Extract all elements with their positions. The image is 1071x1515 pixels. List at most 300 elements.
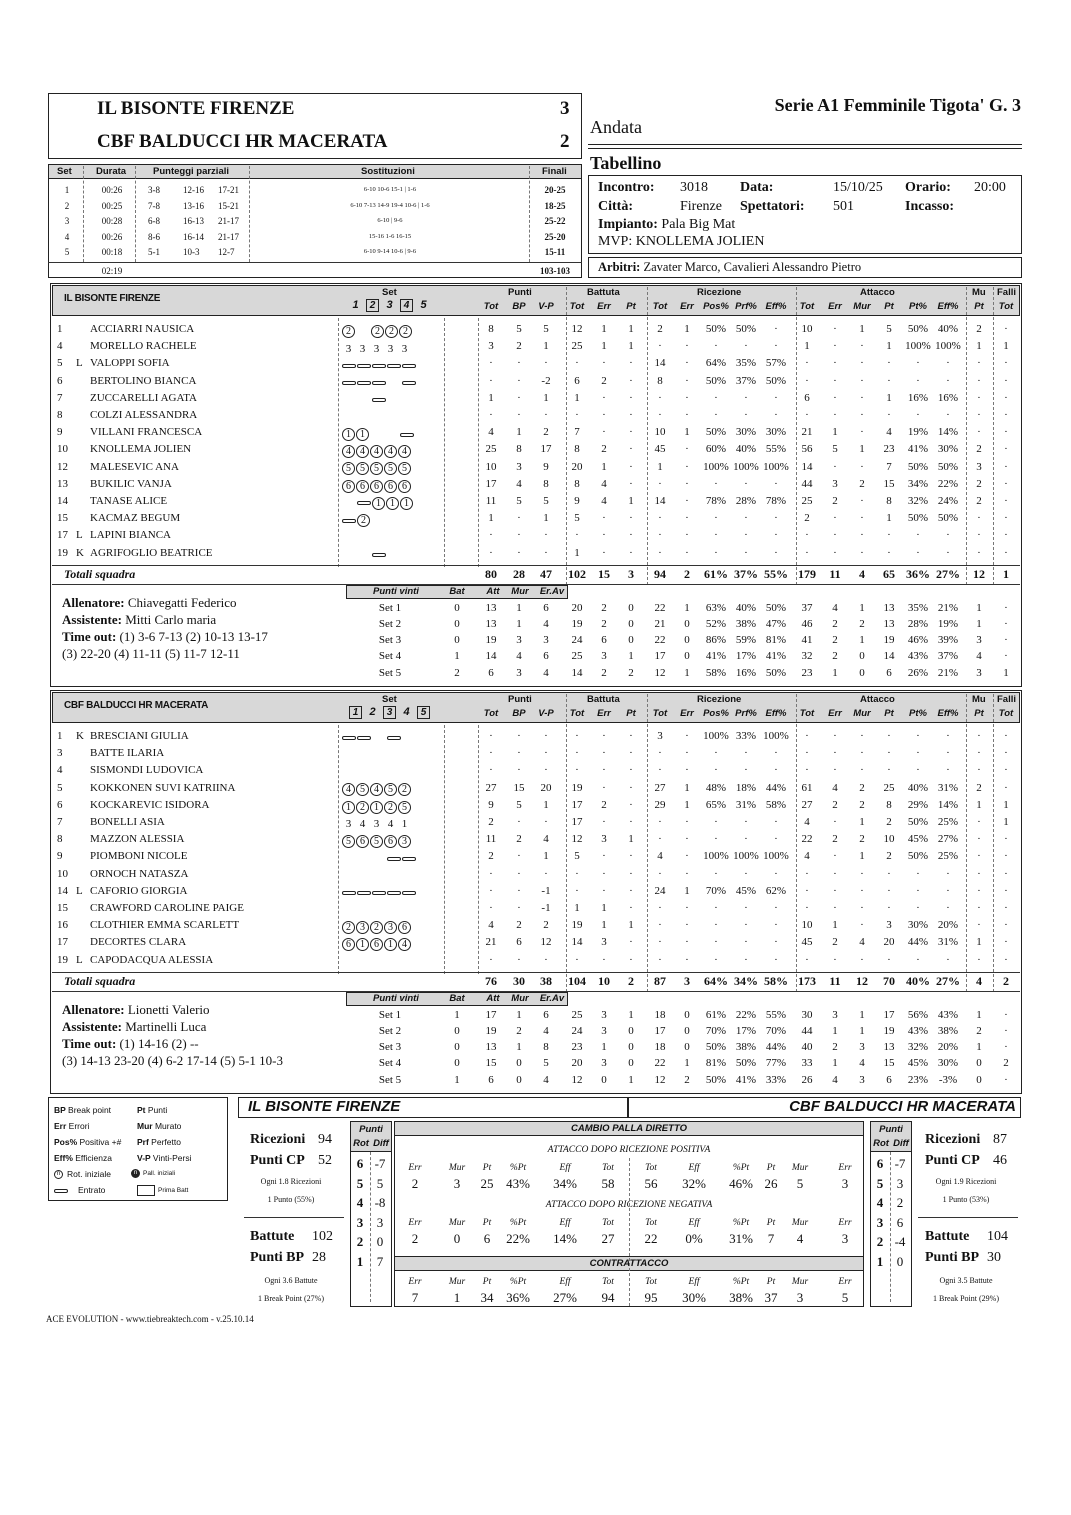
player-stat: · (887, 867, 891, 880)
player-stat: 5 (886, 323, 892, 335)
col-header-punti: Punti (508, 694, 532, 705)
set-substitutions: 15-16 1-6 16-15 (368, 232, 412, 240)
col-header-ricezione: Ricezione (697, 287, 742, 298)
col-header-set: Set (382, 694, 397, 705)
player-stat: · (744, 529, 748, 542)
player-stat: 1 (543, 391, 549, 404)
player-stat: 1 (859, 323, 865, 335)
player-stat: · (833, 902, 837, 914)
starting-rotation-marker-icon: 2 (370, 921, 383, 934)
player-stat: 4 (488, 919, 494, 932)
player-stat: · (744, 546, 748, 559)
per-set-stat: 1 (628, 1008, 634, 1021)
player-stat: 1 (1003, 798, 1009, 811)
rotation-header-diff: Diff (373, 1138, 389, 1149)
starting-rotation-marker-icon: 4 (398, 938, 411, 951)
per-set-stat: 1 (516, 618, 522, 630)
player-stat: 2 (543, 919, 549, 932)
player-stat: 40% (735, 443, 757, 456)
player-stat: · (805, 409, 809, 421)
per-set-stat: 3 (976, 634, 982, 647)
per-set-stat: 44 (801, 1025, 813, 1037)
player-stat: 2 (976, 443, 982, 456)
referees-line: Arbitri: Zavater Marco, Cavalieri Alessandro Pietro (598, 260, 862, 274)
home-totals-label: Totali squadra (64, 566, 136, 581)
player-name: MALESEVIC ANA (90, 460, 179, 473)
player-stat: · (774, 477, 778, 490)
starting-rotation-marker-icon: 6 (384, 835, 397, 848)
player-stat: 1 (628, 323, 634, 335)
col-subheader: Err (680, 708, 694, 719)
per-set-stat: 24 (571, 634, 583, 647)
player-stat: · (805, 747, 809, 760)
player-stat: · (1004, 546, 1008, 559)
legend-item: Eff% Efficienza (54, 1153, 112, 1163)
attack-subheader: Pt (482, 1218, 492, 1228)
player-stat: 6 (574, 374, 580, 387)
player-stat: · (833, 460, 837, 473)
player-stat: · (805, 529, 809, 542)
legend-item: BP Break point (54, 1105, 112, 1115)
player-stat: · (685, 391, 689, 404)
player-stat: · (575, 730, 579, 742)
set-durata: 00:18 (101, 247, 123, 257)
player-stat: · (833, 409, 837, 421)
per-set-header: Mur (511, 992, 529, 1004)
rotation-legend-icon: n (54, 1170, 63, 1179)
col-subheader: Mur (853, 301, 871, 312)
home-punto-ric: 1 Punto (55%) (267, 1195, 315, 1204)
col-subheader: Tot (998, 301, 1014, 312)
per-set-stat: 19 (485, 634, 497, 647)
set-partial-3: 21-17 (218, 231, 239, 242)
player-stat: 1 (601, 323, 607, 335)
player-stat: · (714, 936, 718, 949)
per-set-stat: 63% (705, 601, 727, 614)
player-stat: · (744, 764, 748, 777)
entered-marker-icon (342, 736, 356, 740)
set-header-2: 2 (369, 706, 376, 719)
player-stat: · (833, 374, 837, 387)
col-subheader: Err (597, 708, 611, 719)
col-subheader: Tot (483, 301, 499, 312)
player-stat: 32% (907, 495, 929, 507)
attack-subheader: Err (838, 1163, 852, 1173)
player-stat: 21 (801, 426, 813, 439)
per-set-stat: 1 (684, 601, 690, 614)
player-stat: 30% (735, 426, 757, 439)
player-stat: 1 (543, 850, 549, 863)
per-set-stat: 0 (684, 1041, 690, 1054)
per-set-stat: 1 (976, 1041, 982, 1054)
attack-value-away: 22 (644, 1231, 658, 1246)
team-total-stat: 3 (684, 973, 690, 988)
per-set-stat: · (1004, 601, 1008, 614)
player-stat: · (860, 902, 864, 914)
player-set-markers (342, 477, 412, 491)
player-stat: 10 (801, 919, 813, 932)
col-subheader: Pt (974, 708, 984, 719)
player-stat: · (805, 867, 809, 880)
player-stat: · (544, 747, 548, 760)
rotation-diff: 6 (896, 1214, 904, 1230)
per-set-stat: 39% (937, 634, 959, 647)
per-set-stat: 1 (832, 1025, 838, 1037)
player-set-markers (342, 546, 417, 560)
per-set-stat: 0 (976, 1057, 982, 1070)
per-set-stat: 0 (516, 1073, 522, 1086)
set-partial-1: 3-8 (148, 185, 160, 195)
team-total-stat: 30 (513, 973, 525, 988)
player-stat: · (714, 953, 718, 966)
per-set-stat: 15 (485, 1057, 497, 1070)
player-stat: · (629, 884, 633, 897)
player-stat: 16% (937, 391, 959, 404)
starting-rotation-marker-icon: 2 (342, 325, 355, 338)
per-set-stat: 13 (883, 618, 895, 630)
player-stat: · (602, 512, 606, 525)
player-name: DECORTES CLARA (90, 936, 187, 949)
team-total-stat: 36% (906, 566, 930, 581)
col-subheader: Tot (569, 708, 585, 719)
player-stat: · (544, 953, 548, 966)
set-header-4: 4 (403, 706, 410, 719)
player-stat: 23 (883, 443, 895, 456)
player-stat: · (544, 409, 548, 421)
player-stat: 56 (801, 443, 813, 456)
player-stat: · (517, 867, 521, 880)
per-set-stat: 0 (684, 1025, 690, 1037)
col-header-falli: Falli (997, 287, 1017, 298)
per-set-stat: 37 (801, 601, 813, 614)
attack-subheader: Err (408, 1163, 422, 1173)
player-stat: · (544, 764, 548, 777)
player-stat: 8 (488, 323, 494, 335)
player-number: 4 (57, 340, 63, 353)
entered-marker-icon (357, 891, 371, 895)
player-number: 9 (57, 426, 63, 439)
player-set-markers (342, 460, 412, 474)
player-name: KNOLLEMA JOLIEN (90, 443, 192, 456)
player-stat: 48% (705, 781, 727, 794)
attack-subheader: %Pt (732, 1163, 750, 1173)
player-stat: · (1004, 747, 1008, 760)
per-set-stat: 21 (654, 618, 666, 630)
player-stat: 8 (886, 495, 892, 507)
player-set-markers (342, 528, 417, 542)
starting-rotation-marker-icon: 4 (356, 445, 369, 458)
player-set-markers (342, 763, 417, 777)
player-stat: 3 (516, 460, 522, 473)
orario-label: Orario: (905, 180, 951, 195)
citta-value: Firenze (680, 199, 722, 214)
per-set-stat: 14 (883, 650, 895, 663)
player-stat: · (714, 512, 718, 525)
player-stat: · (774, 867, 778, 880)
attack-subheader: Mur (448, 1163, 466, 1173)
away-bp-label: Punti BP (925, 1250, 980, 1265)
player-stat: 8 (657, 374, 663, 387)
player-stat: -1 (541, 884, 551, 897)
player-stat: · (833, 867, 837, 880)
attack-subheader: Eff (688, 1277, 700, 1287)
player-stat: · (658, 936, 662, 949)
player-stat: · (658, 919, 662, 932)
player-number: 8 (57, 833, 63, 846)
player-stat: 2 (832, 936, 838, 949)
player-stat: 7 (886, 460, 892, 473)
contrattacco-title: CONTRATTACCO (589, 1258, 669, 1269)
starting-rotation-marker-icon: 1 (356, 938, 369, 951)
player-stat: 2 (601, 443, 607, 456)
attack-value-away: 3 (796, 1290, 804, 1305)
team-total-stat: 76 (485, 973, 497, 988)
player-stat: 2 (832, 495, 838, 507)
player-stat: 2 (859, 798, 865, 811)
player-stat: · (714, 764, 718, 777)
player-stat: 2 (859, 833, 865, 846)
home-ogni-ric: Ogni 1.8 Ricezioni (260, 1177, 322, 1186)
player-stat: 35% (735, 357, 757, 370)
player-stat: · (1004, 936, 1008, 949)
player-stat: 10 (485, 460, 497, 473)
per-set-stat: 25 (571, 650, 583, 663)
col-subheader: Err (828, 708, 842, 719)
player-stat: 1 (976, 798, 982, 811)
player-stat: · (685, 546, 689, 559)
per-set-label: Set 5 (378, 1073, 402, 1086)
player-stat: · (946, 730, 950, 742)
player-stat: · (887, 730, 891, 742)
rotation-number: 1 (876, 1253, 884, 1269)
rotation-diff: 2 (896, 1195, 904, 1210)
per-set-stat: 1 (976, 601, 982, 614)
player-stat: · (916, 953, 920, 966)
player-stat: · (860, 747, 864, 760)
legend-item: Pt Punti (137, 1105, 168, 1115)
away-cp-value: 46 (993, 1153, 1007, 1168)
set-durata: 00:25 (101, 200, 123, 211)
attack-value-away: 3 (841, 1176, 849, 1191)
orario-value: 20:00 (974, 180, 1006, 195)
per-set-stat: 81% (705, 1057, 727, 1070)
player-stat: 70% (705, 884, 727, 897)
per-set-stat: 17 (654, 650, 666, 663)
player-stat: · (916, 764, 920, 777)
sets-total-durata: 02:19 (101, 266, 123, 276)
player-stat: · (544, 546, 548, 559)
legend-item: Mur Murato (137, 1121, 182, 1131)
player-stat: · (805, 764, 809, 777)
attack-subheader: Tot (602, 1163, 614, 1173)
starting-rotation-marker-icon: 5 (370, 835, 383, 848)
player-stat: 2 (976, 495, 982, 507)
player-stat: · (774, 833, 778, 846)
sets-col-finali: Finali (542, 166, 567, 177)
player-stat: 2 (516, 833, 522, 846)
per-set-stat: 58% (705, 666, 727, 679)
player-stat: · (1004, 884, 1008, 897)
away-sets-won: 2 (560, 131, 570, 152)
per-set-stat: 1 (516, 1041, 522, 1054)
attack-subheader: Err (408, 1277, 422, 1287)
set-partial-3: 15-21 (218, 200, 239, 211)
player-stat: · (1004, 323, 1008, 335)
mvp-label: MVP: KNOLLEMA JOLIEN (598, 234, 765, 249)
player-stat: 25 (801, 495, 813, 507)
per-set-stat: 19 (485, 1025, 497, 1037)
player-stat: · (744, 867, 748, 880)
entered-marker-icon (372, 398, 386, 402)
player-stat: · (602, 850, 606, 863)
per-set-stat: 0 (454, 1057, 460, 1070)
player-stat: 1 (832, 919, 838, 932)
player-stat: · (685, 340, 689, 353)
set-number: 4 (64, 231, 70, 242)
player-stat: · (658, 833, 662, 846)
player-stat: · (517, 884, 521, 897)
player-stat: · (977, 747, 981, 760)
attack-value-away: 5 (796, 1176, 804, 1191)
player-stat: · (916, 357, 920, 370)
player-stat: 27 (654, 781, 666, 794)
player-stat: · (977, 391, 981, 404)
player-name: KOKKONEN SUVI KATRIINA (90, 781, 236, 794)
player-stat: · (833, 730, 837, 742)
starting-rotation-marker-icon: 2 (384, 801, 397, 814)
set-final-score: 15-11 (544, 247, 566, 257)
player-stat: · (602, 747, 606, 760)
player-name: BUKILIC VANJA (90, 477, 172, 490)
per-set-stat: 43% (937, 1008, 959, 1021)
team-total-stat: 11 (829, 566, 841, 581)
home-bp-pct: 1 Break Point (27%) (258, 1294, 324, 1303)
per-set-stat: 50% (705, 1073, 727, 1086)
player-stat: · (629, 747, 633, 760)
player-stat: 8 (574, 443, 580, 456)
per-set-stat: 22 (654, 634, 666, 647)
per-set-stat: 0 (684, 1008, 690, 1021)
player-stat: 3 (832, 477, 838, 490)
player-stat: · (887, 529, 891, 542)
starting-rotation-marker-icon: 3 (384, 921, 397, 934)
player-stat: · (685, 409, 689, 421)
player-stat: · (833, 884, 837, 897)
per-set-stat: 0 (859, 666, 865, 679)
rotation-diff: -8 (374, 1195, 386, 1210)
team-total-stat: 87 (654, 973, 666, 988)
player-stat: 45% (735, 884, 757, 897)
player-stat: 25 (485, 443, 497, 456)
player-set-markers (342, 884, 417, 898)
player-stat: 2 (516, 340, 522, 353)
away-set-header (347, 706, 432, 719)
col-header-battuta: Battuta (587, 694, 620, 705)
starting-rotation-marker-icon: 5 (384, 462, 397, 475)
starting-rotation-marker-icon: 1 (370, 801, 383, 814)
player-stat: 30% (907, 919, 929, 932)
player-stat: · (977, 867, 981, 880)
starting-rotation-marker-icon: 5 (384, 783, 397, 796)
entered-marker-icon (387, 364, 401, 368)
player-stat: 1 (684, 426, 690, 439)
player-stat: 12 (540, 936, 552, 949)
player-stat: · (916, 867, 920, 880)
attack-value-home: 58 (601, 1176, 615, 1191)
set-partial-1: 5-1 (148, 247, 160, 257)
player-stat: · (714, 816, 718, 828)
rotation-header-punti: Punti (879, 1124, 903, 1135)
attack-subheader: Mur (791, 1218, 809, 1228)
rotation-diff: 0 (896, 1253, 904, 1269)
per-set-stat: 3 (601, 1057, 607, 1070)
player-number: 4 (57, 764, 63, 777)
attack-value-home: 34% (553, 1176, 577, 1191)
away-team-name: CBF BALDUCCI HR MACERATA (97, 131, 388, 152)
player-stat: 8 (574, 477, 580, 490)
player-stat: · (744, 816, 748, 828)
per-set-stat: 0 (684, 634, 690, 647)
team-total-stat: 34% (734, 973, 758, 988)
starting-rotation-marker-icon: 2 (371, 325, 384, 338)
col-subheader: Tot (569, 301, 585, 312)
player-stat: · (887, 764, 891, 777)
player-stat: 1 (601, 919, 607, 932)
team-total-stat: 4 (976, 973, 982, 988)
player-stat: 1 (832, 426, 838, 439)
player-stat: · (1004, 426, 1008, 439)
player-stat: 2 (488, 850, 494, 863)
player-stat: 4 (886, 426, 892, 439)
attack-value-away: 5 (841, 1290, 849, 1305)
attack-positive-title: ATTACCO DOPO RICEZIONE POSITIVA (547, 1145, 711, 1155)
team-total-stat: 4 (859, 566, 865, 581)
per-set-stat: 18 (654, 1008, 666, 1021)
rotation-header-diff: Diff (893, 1138, 909, 1149)
set-partial-3: 17-21 (218, 185, 239, 195)
player-stat: -1 (541, 902, 551, 914)
player-stat: · (517, 391, 521, 404)
per-set-stat: 38% (735, 1041, 757, 1054)
player-stat: 57% (765, 357, 787, 370)
player-number: 6 (57, 374, 63, 387)
attack-value-home: 14% (553, 1231, 577, 1246)
entered-legend-icon (54, 1189, 68, 1193)
entered-marker-icon (357, 501, 371, 505)
player-stat: 100% (935, 340, 961, 353)
attack-subheader: Eff (559, 1277, 571, 1287)
player-stat: · (1004, 460, 1008, 473)
per-set-stat: 13 (485, 601, 497, 614)
player-stat: · (1004, 902, 1008, 914)
attack-value-home: 1 (453, 1290, 461, 1305)
col-subheader: Pt (884, 301, 894, 312)
spettatori-label: Spettatori: (740, 199, 805, 214)
player-stat: 40% (937, 323, 959, 335)
per-set-stat: 0 (601, 1073, 607, 1086)
player-stat: 44% (907, 936, 929, 949)
starting-rotation-marker-icon: 3 (398, 835, 411, 848)
player-stat: · (489, 884, 493, 897)
player-set-markers (342, 391, 417, 405)
player-stat: 5 (574, 512, 580, 525)
starting-rotation-marker-icon: 6 (398, 921, 411, 934)
away-punto-ric: 1 Punto (53%) (942, 1195, 990, 1204)
player-stat: 14 (801, 460, 813, 473)
player-stat: · (629, 781, 633, 794)
player-stat: 1 (976, 936, 982, 949)
col-subheader: Pt (974, 301, 984, 312)
